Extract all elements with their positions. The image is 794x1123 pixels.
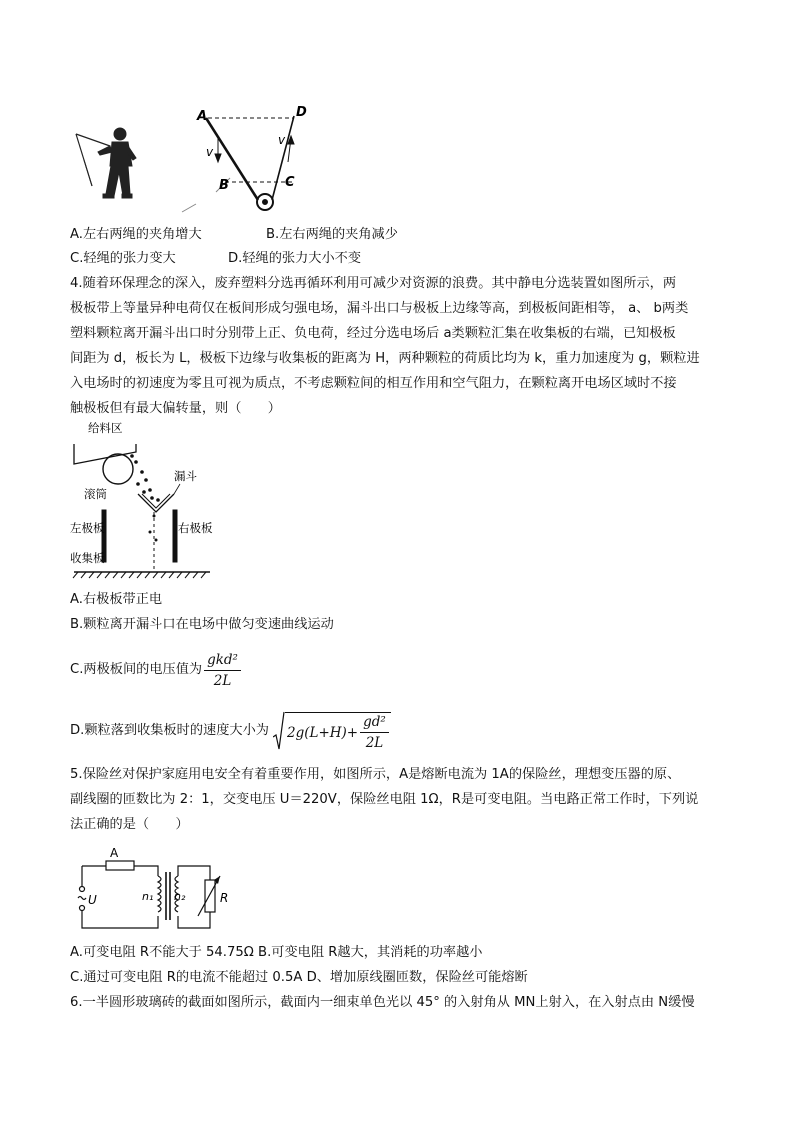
sqrt-sign-icon xyxy=(273,711,285,751)
rope-pulley-diagram xyxy=(206,116,294,210)
q5-option-cd: C.通过可变电阻 R的电流不能超过 0.5A D、增加原线圈匝数，保险丝可能熔断 xyxy=(70,970,528,985)
q4-option-a: A.右极板带正电 xyxy=(70,592,163,607)
q4-option-c-fraction xyxy=(204,651,241,690)
label-funnel: 漏斗 xyxy=(174,469,197,483)
q4-stem-line-1: 4.随着环保理念的深入，废弃塑料分选再循环利用可减少对资源的浪费。其中静电分选装置如图所示，两 xyxy=(70,276,677,291)
q4-option-d xyxy=(70,708,391,754)
rope-figure xyxy=(70,100,330,218)
q4-stem-line-6: 触极板但有最大偏转量，则（ ） xyxy=(70,401,281,416)
label-R: R xyxy=(220,891,229,905)
q4-option-c-text: C.两极板间的电压值为 xyxy=(70,662,203,677)
q4-option-c-numerator: gkd² xyxy=(204,651,241,671)
q4-option-b: B.颗粒离开漏斗口在电场中做匀变速曲线运动 xyxy=(70,617,334,632)
q4-option-d-text: D.颗粒落到收集板时的速度大小为 xyxy=(70,723,269,738)
q4-stem-line-4: 间距为 d，板长为 L，极板下边缘与收集板的距离为 H，两种颗粒的荷质比均为 k，重力加速度为 g，颗粒进 xyxy=(70,351,700,366)
q4-stem-line-3: 塑料颗粒离开漏斗出口时分别带上正、负电荷，经过分选电场后 a类颗粒汇集在收集板的右端，已知极板 xyxy=(70,326,676,341)
label-v-left: v xyxy=(206,145,214,159)
q5-stem-line-2: 副线圈的匝数比为 2：1，交变电压 U＝220V，保险丝电阻 1Ω，R是可变电阻。当电路正常工作时，下列说 xyxy=(70,792,699,807)
q4-option-d-radicand xyxy=(285,712,391,751)
label-v-right: v xyxy=(278,133,286,147)
transformer-circuit-figure xyxy=(70,844,240,936)
q4-option-d-fraction xyxy=(360,713,389,752)
q4-stem-line-2: 极板带上等量异种电荷仅在板间形成匀强电场，漏斗出口与极板上边缘等高，到极板间距相等， a、 b两类 xyxy=(70,301,689,316)
q4-option-c-denominator: 2L xyxy=(213,672,232,689)
label-C: C xyxy=(285,175,295,190)
q3-option-a: A.左右两绳的夹角增大 xyxy=(70,227,202,242)
q3-option-c: C.轻绳的张力变大 xyxy=(70,251,176,266)
label-A: A xyxy=(197,109,208,124)
q5-stem-line-3: 法正确的是（ ） xyxy=(70,817,189,832)
q4-stem-line-5: 入电场时的初速度为零且可视为质点，不考虑颗粒间的相互作用和空气阻力，在颗粒离开电场区域时不接 xyxy=(70,376,677,391)
q4-option-d-numerator: gd² xyxy=(360,713,389,733)
q6-stem-line-1: 6.一半圆形玻璃砖的截面如图所示，截面内一细束单色光以 45° 的入射角从 MN上射入，在入射点由 N缓慢 xyxy=(70,995,695,1010)
person-illustration xyxy=(76,128,136,198)
q3-option-b: B.左右两绳的夹角减少 xyxy=(266,227,398,242)
label-n2: n₂ xyxy=(174,890,186,903)
label-U: U xyxy=(88,893,97,907)
q4-option-c xyxy=(70,648,241,692)
q4-option-d-radical xyxy=(273,711,391,751)
separator-figure xyxy=(70,420,220,582)
q4-option-d-expression: 2g(L+H)+ xyxy=(286,724,359,741)
label-roller: 滚筒 xyxy=(84,487,107,501)
label-right-plate: 右极板 xyxy=(178,521,213,535)
label-feed-zone: 给料区 xyxy=(88,421,123,435)
label-D: D xyxy=(296,105,307,120)
label-collector: 收集板 xyxy=(70,551,105,565)
q5-stem-line-1: 5.保险丝对保护家庭用电安全有着重要作用，如图所示，A是熔断电流为 1A的保险丝，理想变压器的原、 xyxy=(70,767,681,782)
q5-option-ab: A.可变电阻 R不能大于 54.75Ω B.可变电阻 R越大，其消耗的功率越小 xyxy=(70,945,483,960)
q4-option-d-denominator: 2L xyxy=(365,735,384,751)
label-B: B xyxy=(219,178,229,193)
label-n1: n₁ xyxy=(142,890,154,903)
q3-option-d: D.轻绳的张力大小不变 xyxy=(228,251,362,266)
label-left-plate: 左极板 xyxy=(70,521,105,535)
label-fuse-A: A xyxy=(110,846,119,860)
